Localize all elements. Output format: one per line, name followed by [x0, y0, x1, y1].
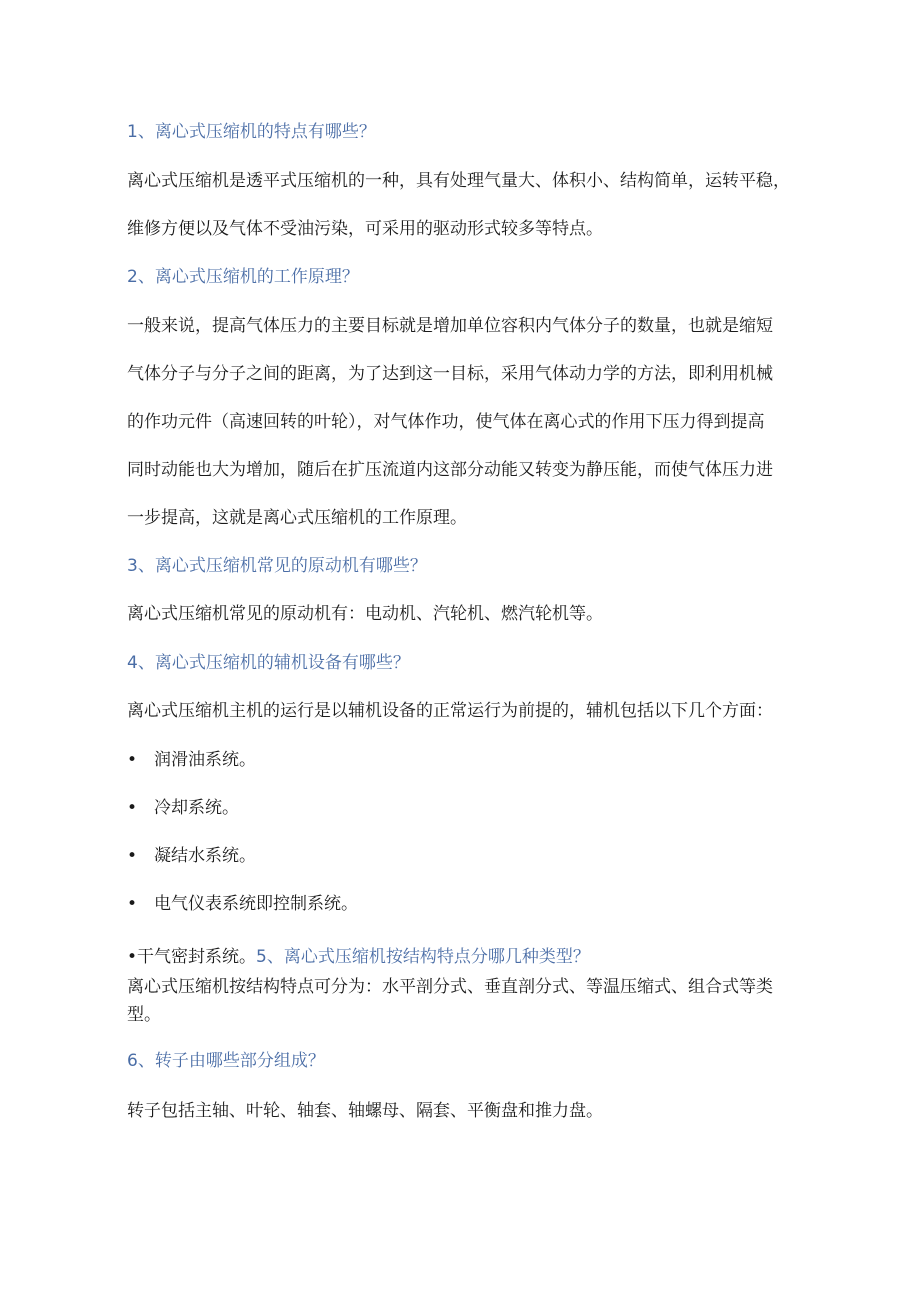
bullet-icon: •: [127, 750, 138, 770]
q1-line-2: 维修方便以及气体不受油污染，可采用的驱动形式较多等特点。: [127, 219, 603, 239]
q2-line-1: 一般来说，提高气体压力的主要目标就是增加单位容积内气体分子的数量，也就是缩短: [127, 316, 773, 336]
q2-line-2: 气体分子与分子之间的距离，为了达到这一目标，采用气体动力学的方法，即利用机械: [127, 364, 773, 384]
q1-heading: 1、离心式压缩机的特点有哪些？: [127, 122, 376, 142]
q5-line-1: 离心式压缩机按结构特点可分为：水平剖分式、垂直剖分式、等温压缩式、组合式等类: [127, 977, 773, 997]
q2-line-3: 的作功元件（高速回转的叶轮），对气体作功，使气体在离心式的作用下压力得到提高: [127, 412, 765, 432]
q2-heading: 2、离心式压缩机的工作原理？: [127, 267, 359, 287]
bullet-icon: •: [127, 846, 138, 866]
list-item-text: 冷却系统。: [154, 798, 239, 818]
q6-heading: 6、转子由哪些部分组成？: [127, 1051, 325, 1071]
inline-bullet-text: •干气密封系统。: [127, 947, 257, 967]
q4-heading: 4、离心式压缩机的辅机设备有哪些？: [127, 653, 410, 673]
bullet-icon: •: [127, 894, 138, 914]
q4-intro: 离心式压缩机主机的运行是以辅机设备的正常运行为前提的，辅机包括以下几个方面：: [127, 701, 773, 721]
list-item-text: 凝结水系统。: [154, 846, 256, 866]
inline-bullet-heading-row: [127, 945, 787, 969]
bullet-icon: •: [127, 798, 138, 818]
q3-heading: 3、离心式压缩机常见的原动机有哪些？: [127, 556, 427, 576]
q2-line-5: 一步提高，这就是离心式压缩机的工作原理。: [127, 508, 467, 528]
q6-line-1: 转子包括主轴、叶轮、轴套、轴螺母、隔套、平衡盘和推力盘。: [127, 1101, 603, 1121]
list-item-text: 润滑油系统。: [154, 750, 256, 770]
q3-line-1: 离心式压缩机常见的原动机有：电动机、汽轮机、燃汽轮机等。: [127, 604, 603, 624]
q1-line-1: 离心式压缩机是透平式压缩机的一种，具有处理气量大、体积小、结构简单，运转平稳，: [127, 171, 790, 191]
q2-line-4: 同时动能也大为增加，随后在扩压流道内这部分动能又转变为静压能，而使气体压力进: [127, 460, 773, 480]
q5-line-2: 型。: [127, 1005, 161, 1025]
q5-heading: 5、离心式压缩机按结构特点分哪几种类型？: [256, 947, 590, 967]
list-item-text: 电气仪表系统即控制系统。: [154, 894, 358, 914]
